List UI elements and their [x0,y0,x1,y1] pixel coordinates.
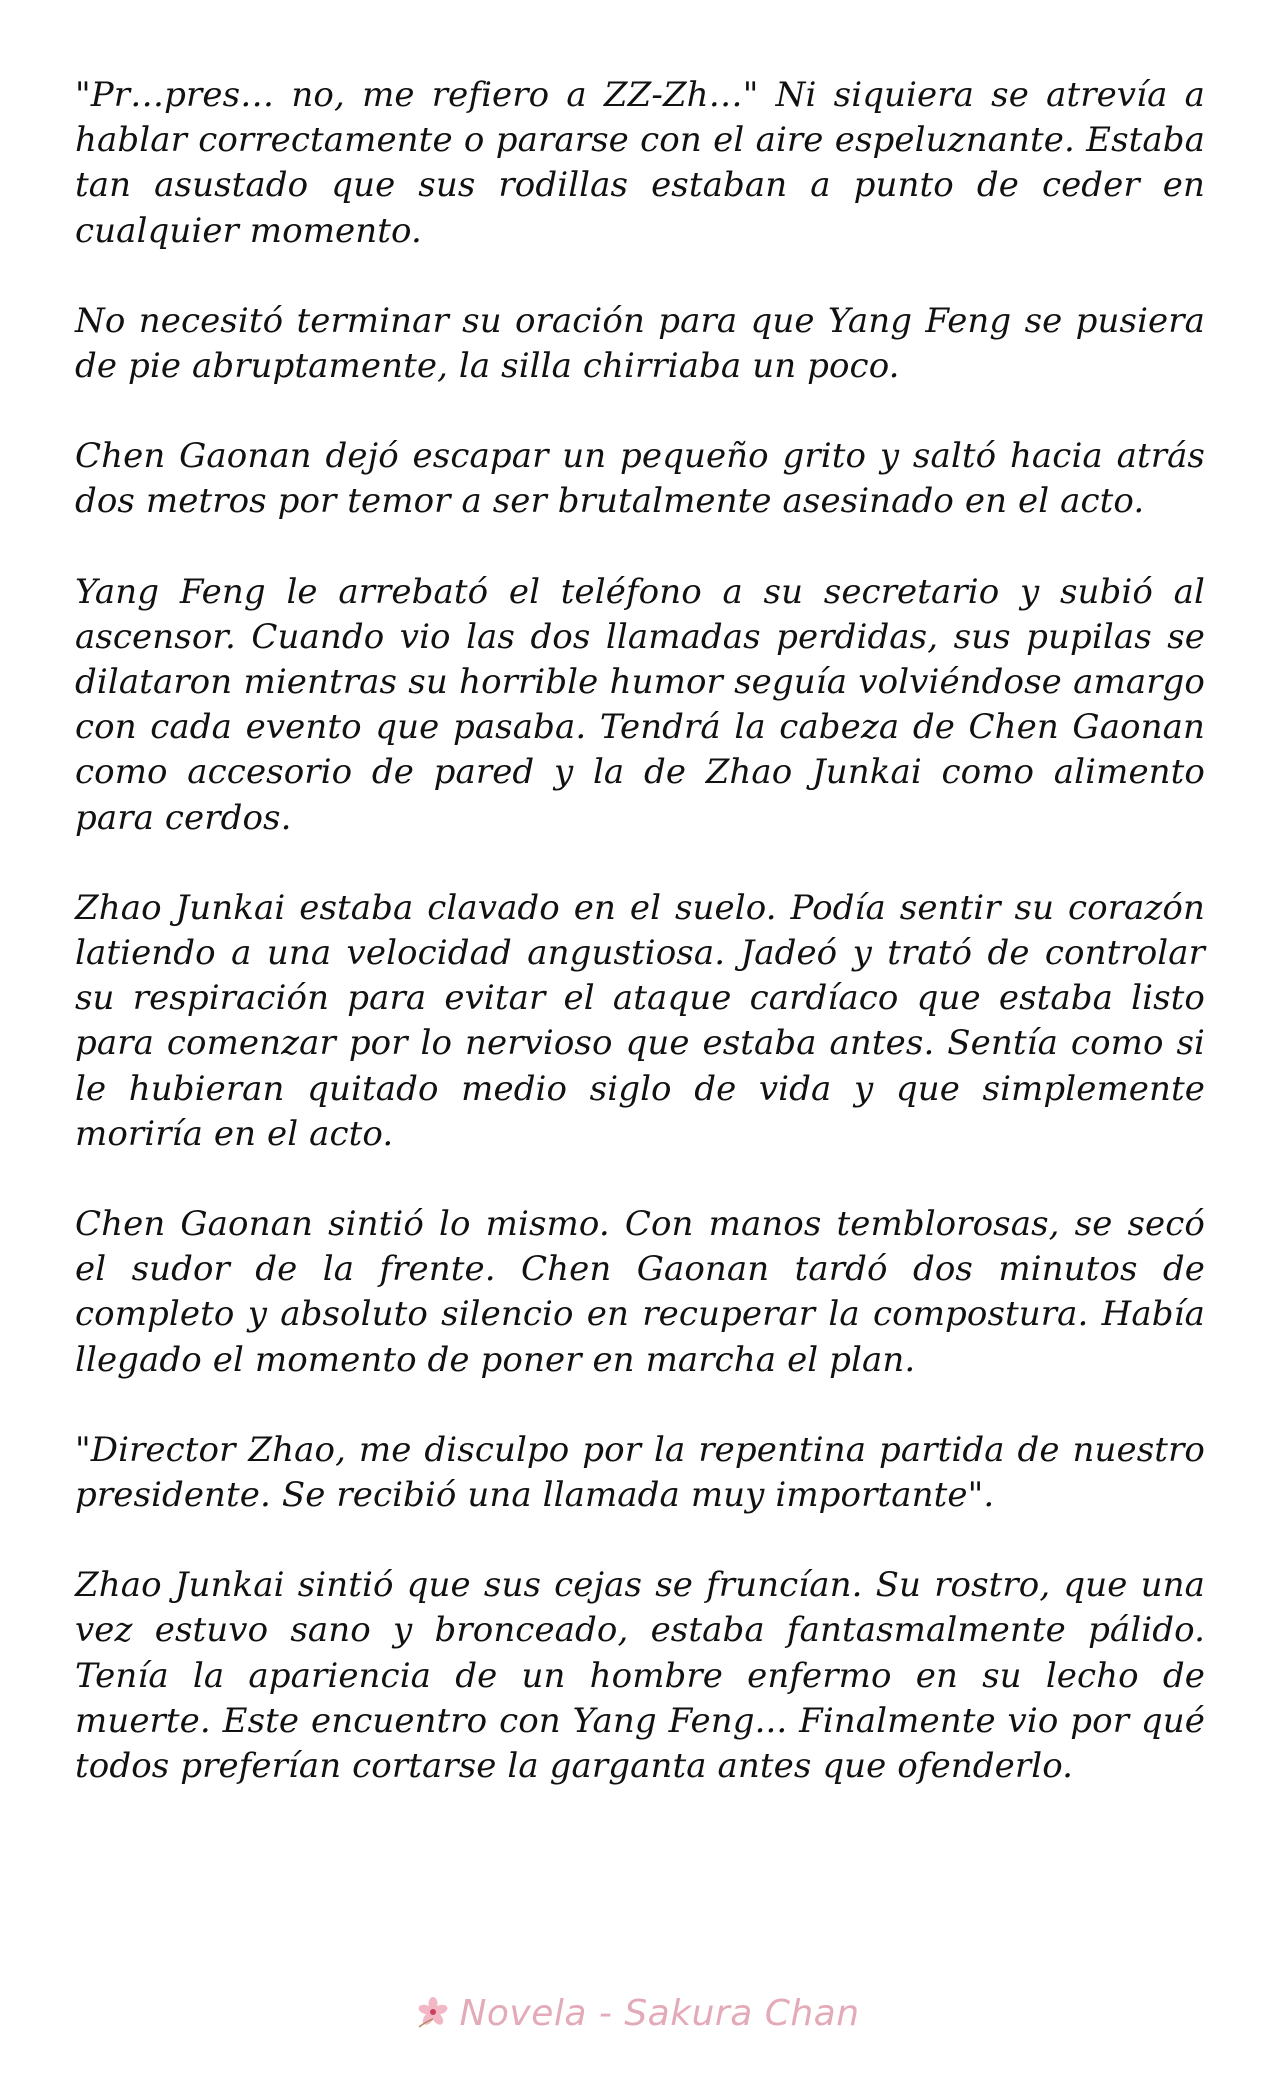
text-column [75,73,1205,1834]
sakura-flower-icon [415,1995,451,2031]
paragraph-2: No necesitó terminar su oración para que Yang Feng se pusiera de pie abruptamente, la silla chirriaba un poco. [75,300,1205,387]
paragraph-3: Chen Gaonan dejó escapar un pequeño grito y saltó hacia atrás dos metros por temor a ser brutalmente asesinado en el acto. [75,436,1205,522]
paragraph-8: Zhao Junkai sintió que sus cejas se fruncían. Su rostro, que una vez estuvo sano y bronceado, estaba fantasmalmente pálido. Tenía la apariencia de un hombre enfermo en su lecho de muerte. Este encuentro con Yang Feng... Finalmente vio por qué todos preferían cortarse la garganta antes que ofenderlo. [75,1565,1205,1787]
paragraph-4: Yang Feng le arrebató el teléfono a su secretario y subió al ascensor. Cuando vio las dos llamadas perdidas, sus pupilas se dilataron mientras su horrible humor seguía volviéndose amargo con cada evento que pasaba. Tendrá la cabeza de Chen Gaonan como accesorio de pared y la de Zhao Junkai como alimento para cerdos. [75,571,1205,838]
paragraph-1: "Pr…pres… no, me refiero a ZZ-Zh…" Ni siquiera se atrevía a hablar correctamente o pararse con el aire espeluznante. Estaba tan asustado que sus rodillas estaban a punto de ceder en cualquier momento. [75,75,1205,251]
paragraph-6: Chen Gaonan sintió lo mismo. Con manos temblorosas, se secó el sudor de la frente. Chen Gaonan tardó dos minutos de completo y absoluto silencio en recuperar la compostura. Había llegado el momento de poner en marcha el plan. [75,1204,1205,1380]
watermark-text: Novela - Sakura Chan [459,1992,860,2034]
paragraph-7: "Director Zhao, me disculpo por la repentina partida de nuestro presidente. Se recibió una llamada muy importante". [75,1429,1205,1516]
paragraph-5: Zhao Junkai estaba clavado en el suelo. Podía sentir su corazón latiendo a una velocidad angustiosa. Jadeó y trató de controlar su respiración para evitar el ataque cardíaco que estaba listo para comenzar por lo nervioso que estaba antes. Sentía como si le hubieran quitado medio siglo de vida y que simplemente moriría en el acto. [75,887,1205,1154]
watermark [0,1988,1275,2038]
